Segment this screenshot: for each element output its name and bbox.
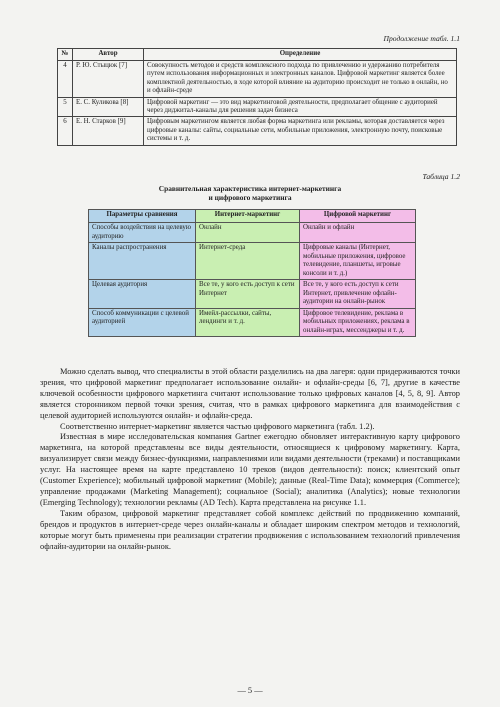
table-row xyxy=(58,61,457,98)
table-number-label: Таблица 1.2 xyxy=(422,172,460,181)
table-row xyxy=(89,223,416,243)
row-author: Е. Н. Старков [9] xyxy=(73,117,144,145)
table-header-row xyxy=(89,210,416,223)
table-row xyxy=(58,117,457,145)
table-row xyxy=(89,243,416,280)
cell-parameter: Способы воздействия на целевую аудиторию xyxy=(89,223,196,243)
row-number: 5 xyxy=(58,97,73,117)
row-author: Р. Ю. Стыцюк [7] xyxy=(73,61,144,98)
row-number: 6 xyxy=(58,117,73,145)
column-header-internet-marketing: Интернет-маркетинг xyxy=(196,210,300,223)
column-header-number: № xyxy=(58,49,73,61)
table-header-row xyxy=(58,49,457,61)
paragraph: Соответственно интернет-маркетинг является частью цифрового маркетинга (табл. 1.2). xyxy=(60,421,375,431)
cell-parameter: Целевая аудитория xyxy=(89,280,196,309)
table-row xyxy=(58,97,457,117)
row-author: Е. С. Куликова [8] xyxy=(73,97,144,117)
table-row xyxy=(89,280,416,309)
table-caption-line: Сравнительная характеристика интернет-маркетинга xyxy=(158,184,342,193)
column-header-definition: Определение xyxy=(144,49,457,61)
paragraph: Можно сделать вывод, что специалисты в этой области разделились на два лагеря: одни придерживаются точки зрения, что цифровой маркетинг предполагает использование онлайн- и офлайн-среды [6, 7], другие в качестве ключевой особенности цифрового маркетинга считают использование только цифровых каналов [4, 5, 8, 9]. Автор является сторонником первой точки зрения, считая, что в рамках цифрового маркетинга для взаимодействия с целевой аудиторией используются онлайн- и офлайн-среда. xyxy=(40,367,460,420)
cell-digital: Все те, у кого есть доступ к сети Интернет, привлечение офлайн-аудитории на онлайн-рынок xyxy=(300,280,416,309)
definitions-table xyxy=(57,48,457,146)
comparison-table xyxy=(88,209,416,337)
row-number: 4 xyxy=(58,61,73,98)
table-caption xyxy=(60,184,440,202)
row-definition: Цифровым маркетингом является любая форма маркетинга или рекламы, которая доставляется через цифровые каналы: сайты, социальные сети, мобильные приложения, электронную почту, поисковые системы и т. д. xyxy=(144,117,457,145)
page-number: — 5 — xyxy=(237,686,263,695)
cell-parameter: Каналы распространения xyxy=(89,243,196,280)
column-header-author: Автор xyxy=(73,49,144,61)
column-header-parameters: Параметры сравнения xyxy=(89,210,196,223)
cell-digital: Онлайн и офлайн xyxy=(300,223,416,243)
cell-internet: Имейл-рассылки, сайты, лендинги и т. д. xyxy=(196,308,300,337)
table-caption-line: и цифрового маркетинга xyxy=(208,193,292,202)
cell-parameter: Способ коммуникации с целевой аудиторией xyxy=(89,308,196,337)
paragraph: Таким образом, цифровой маркетинг представляет собой комплекс действий по продвижению компаний, брендов и продуктов в интернет-среде через онлайн-каналы и обладает широким спектром методов и технологий, которые могут быть применены при реализации стратегии продвижения с использованием технологий привлечения офлайн-аудитории на онлайн-рынок. xyxy=(40,508,460,551)
paragraph: Известная в мире исследовательская компания Gartner ежегодно обновляет интерактивную карту цифрового маркетинга, на которой представлены все виды деятельности, относящиеся к цифровому маркетингу. Карта, визуализирует связи между бизнес-функциями, направлениями или видами деятельности (треками) и поставщиками услуг. На настоящее время на карте представлено 10 треков (видов деятельности): поиск; клиентский опыт (Customer Experience); мобильный цифровой маркетинг (Mobile); данные (Real-Time Data); коммерция (Commerce); управление продажами (Marketing Management); социальное (Social); аналитика (Analytics); новые технологии (Emerging Technology); технологии рекламы (AD Tech). Карта представлена на рисунке 1.1. xyxy=(40,432,460,507)
body-text xyxy=(40,367,460,552)
row-definition: Цифровой маркетинг — это вид маркетинговой деятельности, предполагает общение с аудиторией через диджитал-каналы для решения задач бизнеса xyxy=(144,97,457,117)
cell-internet: Все те, у кого есть доступ к сети Интернет xyxy=(196,280,300,309)
cell-digital: Цифровое телевидение, реклама в мобильных приложениях, реклама в онлайн-играх, мессенджеры и т. д. xyxy=(300,308,416,337)
cell-digital: Цифровые каналы (Интернет, мобильные приложения, цифровое телевидение, планшеты, игровые консоли и т. д.) xyxy=(300,243,416,280)
column-header-digital-marketing: Цифровой маркетинг xyxy=(300,210,416,223)
table-continuation-label: Продолжение табл. 1.1 xyxy=(383,34,460,43)
cell-internet: Онлайн xyxy=(196,223,300,243)
row-definition: Совокупность методов и средств комплексного подхода по привлечению и удержанию потребителя путем использования информационных и электронных каналов. Цифровой маркетинг является более комплектной деятельностью, в ходе которой влияние на аудиторию происходит не только в онлайн, но и офлайн-среде xyxy=(144,61,457,98)
table-row xyxy=(89,308,416,337)
cell-internet: Интернет-среда xyxy=(196,243,300,280)
